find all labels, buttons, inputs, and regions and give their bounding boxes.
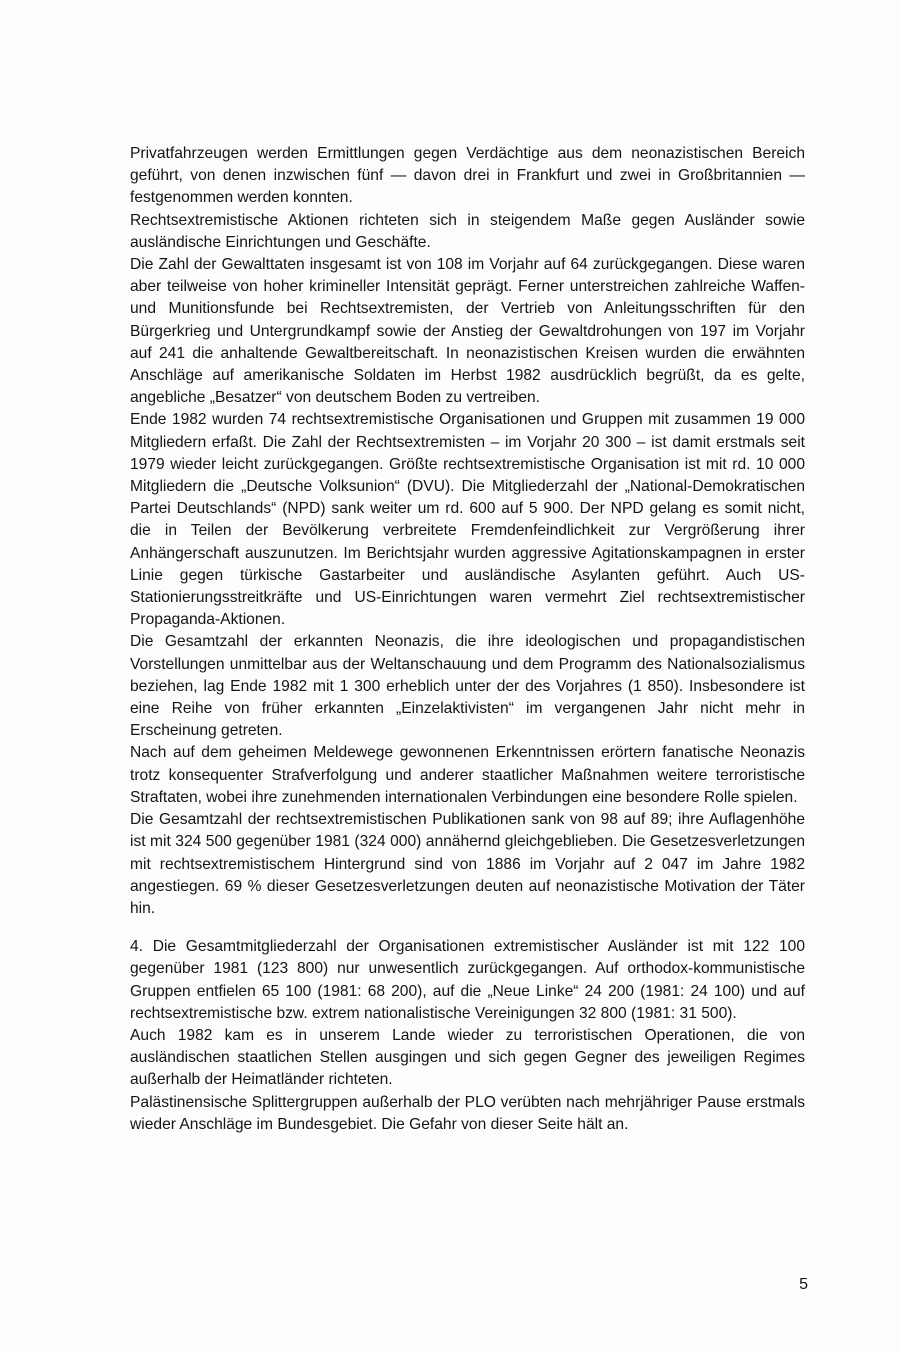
paragraph: Ende 1982 wurden 74 rechtsextremistische Organisationen und Gruppen mit zusammen 19 000 Mitgliedern erfaßt. Die Zahl der Rechtsextremisten – im Vorjahr 20 300 – ist damit erstmals seit 1979 wieder leicht zurückgegangen. Größte rechtsextremistische Organisation ist mit rd. 10 000 Mitgliedern die „Deutsche Volksunion“ (DVU). Die Mitgliederzahl der „National-Demokratischen Partei Deutschlands“ (NPD) sank weiter um rd. 600 auf 5 900. Der NPD gelang es somit nicht, die in Teilen der Bevölkerung verbreitete Fremdenfeindlichkeit zur Vergrößerung ihrer Anhängerschaft auszunutzen. Im Berichtsjahr wurden aggressive Agitationskampagnen in erster Linie gegen türkische Gastarbeiter und ausländische Asylanten geführt. Auch US-Stationierungsstreitkräfte und US-Einrichtungen waren vermehrt Ziel rechtsextremistischer Propaganda-Aktionen. <box>130 411 805 629</box>
section-4-paragraph: Auch 1982 kam es in unserem Lande wieder zu terroristischen Operationen, die von ausländischen staatlichen Stellen ausgingen und sich gegen Gegner des jeweiligen Regimes außerhalb der Heimatländer richteten. <box>130 1026 805 1089</box>
page-number: 5 <box>799 1276 808 1293</box>
body-text <box>130 143 805 1136</box>
paragraph: Rechtsextremistische Aktionen richteten sich in steigendem Maße gegen Ausländer sowie ausländische Einrichtungen und Geschäfte. <box>130 211 805 251</box>
section-4-paragraph: 4. Die Gesamtmitgliederzahl der Organisationen extremistischer Ausländer ist mit 122 100 gegenüber 1981 (123 800) nur unwesentlich zurückgegangen. Auf orthodox-kommunistische Gruppen entfielen 65 100 (1981: 68 200), auf die „Neue Linke“ 24 200 (1981: 24 100) und auf rechtsextremistische bzw. extrem nationalistische Vereinigungen 32 800 (1981: 31 500). <box>130 938 805 1022</box>
paragraph: Nach auf dem geheimen Meldewege gewonnenen Erkenntnissen erörtern fanatische Neonazis trotz konsequenter Strafverfolgung und anderer staatlicher Maßnahmen weitere terroristische Straftaten, wobei ihre zunehmenden internationalen Verbindungen eine besondere Rolle spielen. <box>130 744 805 806</box>
section-divider <box>130 920 805 936</box>
paragraph: Die Zahl der Gewalttaten insgesamt ist von 108 im Vorjahr auf 64 zurückgegangen. Diese waren aber teilweise von hoher krimineller Intensität geprägt. Ferner unterstreichen zahlreiche Waffen- und Munitionsfunde bei Rechtsextremisten, der Vertrieb von Anleitungsschriften für den Bürgerkrieg und Untergrundkampf sowie der Anstieg der Gewaltdrohungen von 197 im Vorjahr auf 241 die anhaltende Gewaltbereitschaft. In neonazistischen Kreisen wurden die erwähnten Anschläge auf amerikanische Soldaten im Herbst 1982 ausdrücklich begrüßt, da es gelte, angebliche „Besatzer“ von deutschem Boden zu vertreiben. <box>130 256 805 407</box>
paragraph: Die Gesamtzahl der erkannten Neonazis, die ihre ideologischen und propagandistischen Vorstellungen unmittelbar aus der Weltanschauung und dem Programm des Nationalsozialismus beziehen, lag Ende 1982 mit 1 300 erheblich unter der des Vorjahres (1 850). Insbesondere ist eine Reihe von früher erkannten „Einzelaktivisten“ im vergangenen Jahr nicht mehr in Erscheinung getreten. <box>130 633 805 740</box>
paragraph: Privatfahrzeugen werden Ermittlungen gegen Verdächtige aus dem neonazistischen Bereich geführt, von denen inzwischen fünf — davon drei in Frankfurt und zwei in Großbritannien — festgenommen werden konnten. <box>130 145 805 207</box>
section-4-paragraph: Palästinensische Splittergruppen außerhalb der PLO verübten nach mehrjähriger Pause erstmals wieder Anschläge im Bundesgebiet. Die Gefahr von dieser Seite hält an. <box>130 1093 805 1133</box>
paragraph: Die Gesamtzahl der rechtsextremistischen Publikationen sank von 98 auf 89; ihre Auflagenhöhe ist mit 324 500 gegenüber 1981 (324 000) annähernd gleichgeblieben. Die Gesetzesverletzungen mit rechtsextremistischem Hintergrund sind von 1886 im Vorjahr auf 2 047 im Jahre 1982 angestiegen. 69 % dieser Gesetzesverletzungen deuten auf neonazistische Motivation der Täter hin. <box>130 811 805 917</box>
